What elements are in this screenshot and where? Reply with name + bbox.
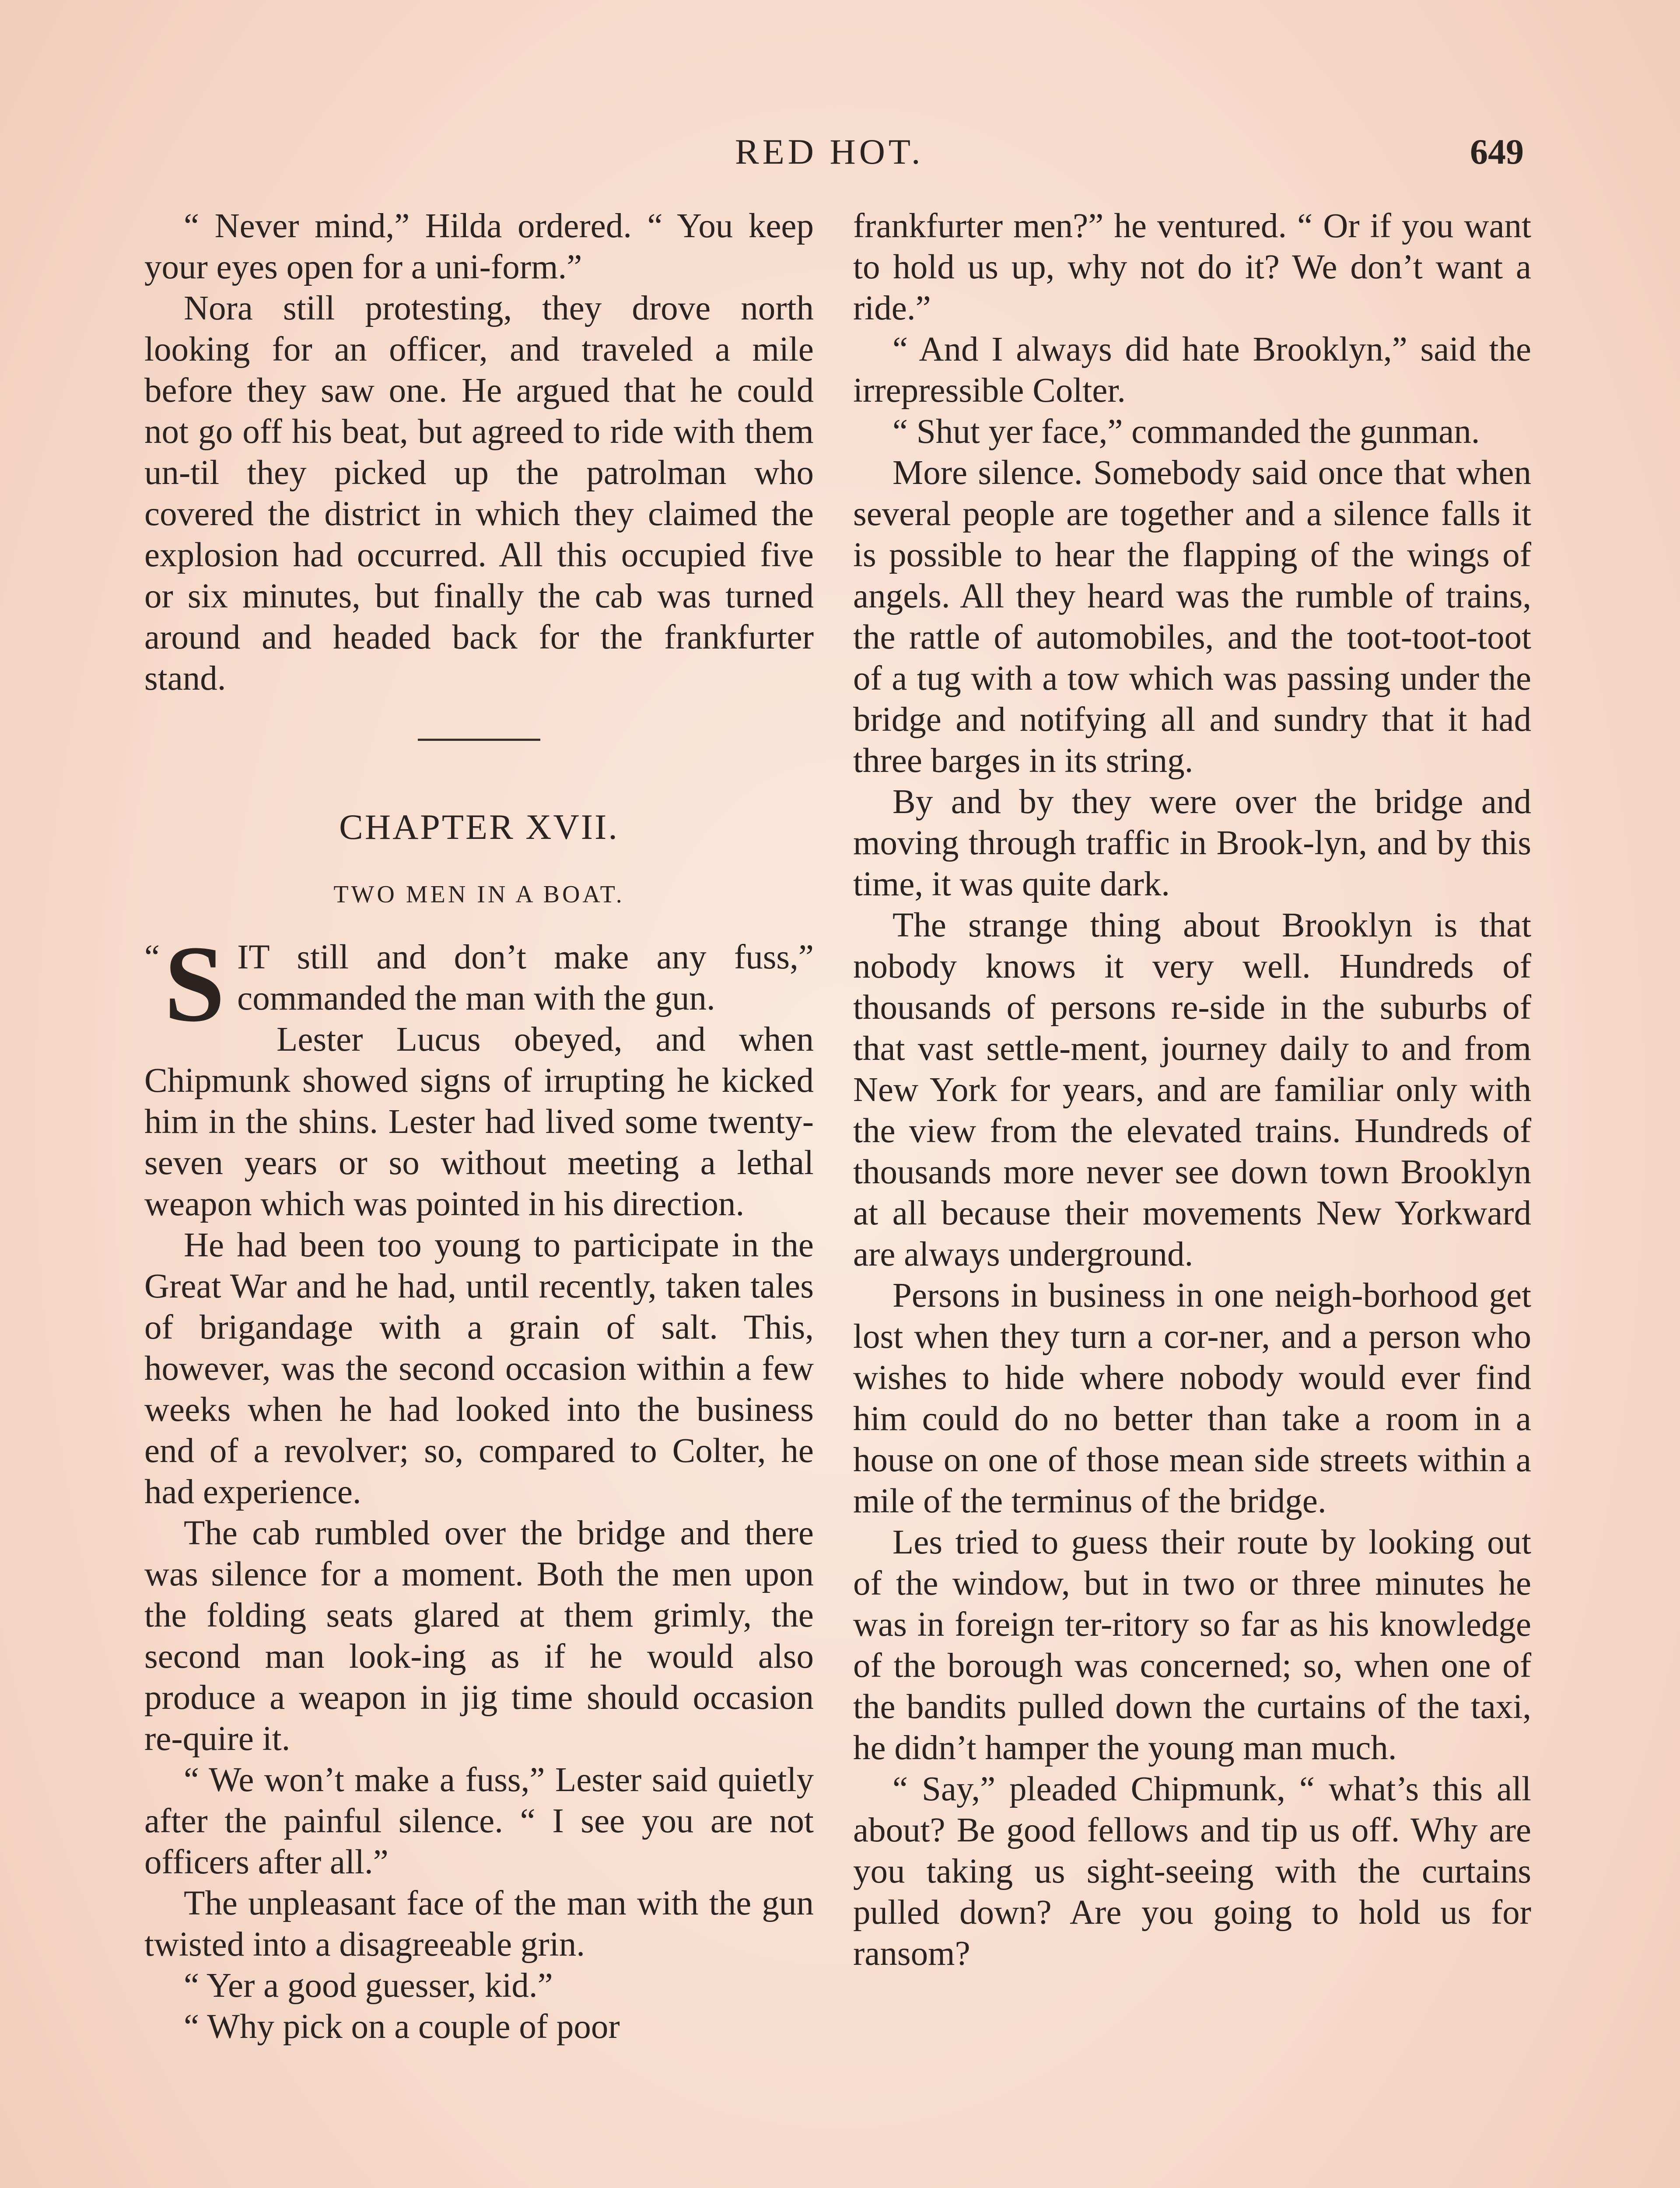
paragraph: “ Shut yer face,” commanded the gunman. (892, 413, 1480, 451)
opening-quote-mark: “ (144, 938, 160, 976)
chapter-opening-paragraph (144, 923, 814, 1045)
right-column (853, 206, 1531, 1974)
paragraph: The unpleasant face of the man with the gun twisted into a disagreeable grin. (144, 1884, 814, 1964)
paragraph: “ Yer a good guesser, kid.” (184, 1967, 553, 2005)
paragraph: “ We won’t make a fuss,” Lester said quietly after the painful silence. “ I see you are not officers after all.” (144, 1761, 814, 1881)
paragraph-continuation: frankfurter men?” he ventured. “ Or if you want to hold us up, why not do it? We don’t want a ride.” (853, 207, 1531, 327)
section-divider (418, 739, 540, 741)
chapter-subtitle: TWO MEN IN A BOAT. (333, 881, 625, 908)
paragraph: Les tried to guess their route by looking out of the window, but in two or three minutes he was in foreign ter-ritory so far as his knowledge of the borough was concerned; so, when one of the bandits pulled down the curtains of the taxi, he didn’t hamper the young man much. (853, 1523, 1531, 1767)
page-number: 649 (1470, 132, 1524, 172)
paragraph: Lester Lucus obeyed, and when Chipmunk showed signs of irrupting he kicked him in the shins. Lester had lived some twenty-seven years or so without meeting a lethal weapon which was pointed in his direction. (144, 1020, 814, 1223)
paragraph: “ Why pick on a couple of poor (184, 2008, 620, 2046)
chapter-heading: CHAPTER XVII. (339, 807, 619, 847)
paragraph: Persons in business in one neigh-borhood get lost when they turn a cor-ner, and a person who wishes to hide where nobody would ever find him could do no better than take a room in a house on one of those mean side streets within a mile of the terminus of the bridge. (853, 1276, 1531, 1520)
paragraph: The cab rumbled over the bridge and there was silence for a moment. Both the men upon the folding seats glared at them grimly, the second man look-ing as if he would also produce a weapon in jig time should occasion re-quire it. (144, 1514, 814, 1758)
opening-text: IT still and don’t make any fuss,” commanded the man with the gun. (237, 938, 814, 1017)
running-title: RED HOT. (735, 132, 924, 172)
paragraph: Nora still protesting, they drove north looking for an officer, and traveled a mile before they saw one. He argued that he could not go off his beat, but agreed to ride with them un-til they picked up the patrolman who covered the district in which they claimed the explosion had occurred. All this occupied five or six minutes, but finally the cab was turned around and headed back for the frankfurter stand. (144, 289, 814, 698)
paragraph: The strange thing about Brooklyn is that nobody knows it very well. Hundreds of thousands of persons re-side in the suburbs of that vast settle-ment, journey daily to and from New York for years, and are familiar only with the view from the elevated trains. Hundreds of thousands more never see down town Brooklyn at all because their movements New Yorkward are always underground. (853, 906, 1531, 1273)
paragraph: “ And I always did hate Brooklyn,” said the irrepressible Colter. (853, 330, 1531, 410)
left-column (144, 206, 814, 2048)
paragraph: More silence. Somebody said once that when several people are together and a silence falls it is possible to hear the flapping of the wings of angels. All they heard was the rumble of trains, the rattle of automobiles, and the toot-toot-toot of a tug with a tow which was passing under the bridge and notifying all and sundry that it had three barges in its string. (853, 454, 1531, 780)
paragraph: By and by they were over the bridge and moving through traffic in Brook-lyn, and by this time, it was quite dark. (853, 783, 1531, 903)
paragraph: He had been too young to participate in the Great War and he had, until recently, taken tales of brigandage with a grain of salt. This, however, was the second occasion within a few weeks when he had looked into the business end of a revolver; so, compared to Colter, he had experience. (144, 1226, 814, 1511)
paragraph: “ Say,” pleaded Chipmunk, “ what’s this all about? Be good fellows and tip us off. Why are you taking us sight-seeing with the curtains pulled down? Are you going to hold us for ransom? (853, 1770, 1531, 1973)
drop-cap: S (164, 923, 225, 1045)
paragraph: “ Never mind,” Hilda ordered. “ You keep your eyes open for a uni-form.” (144, 207, 814, 286)
